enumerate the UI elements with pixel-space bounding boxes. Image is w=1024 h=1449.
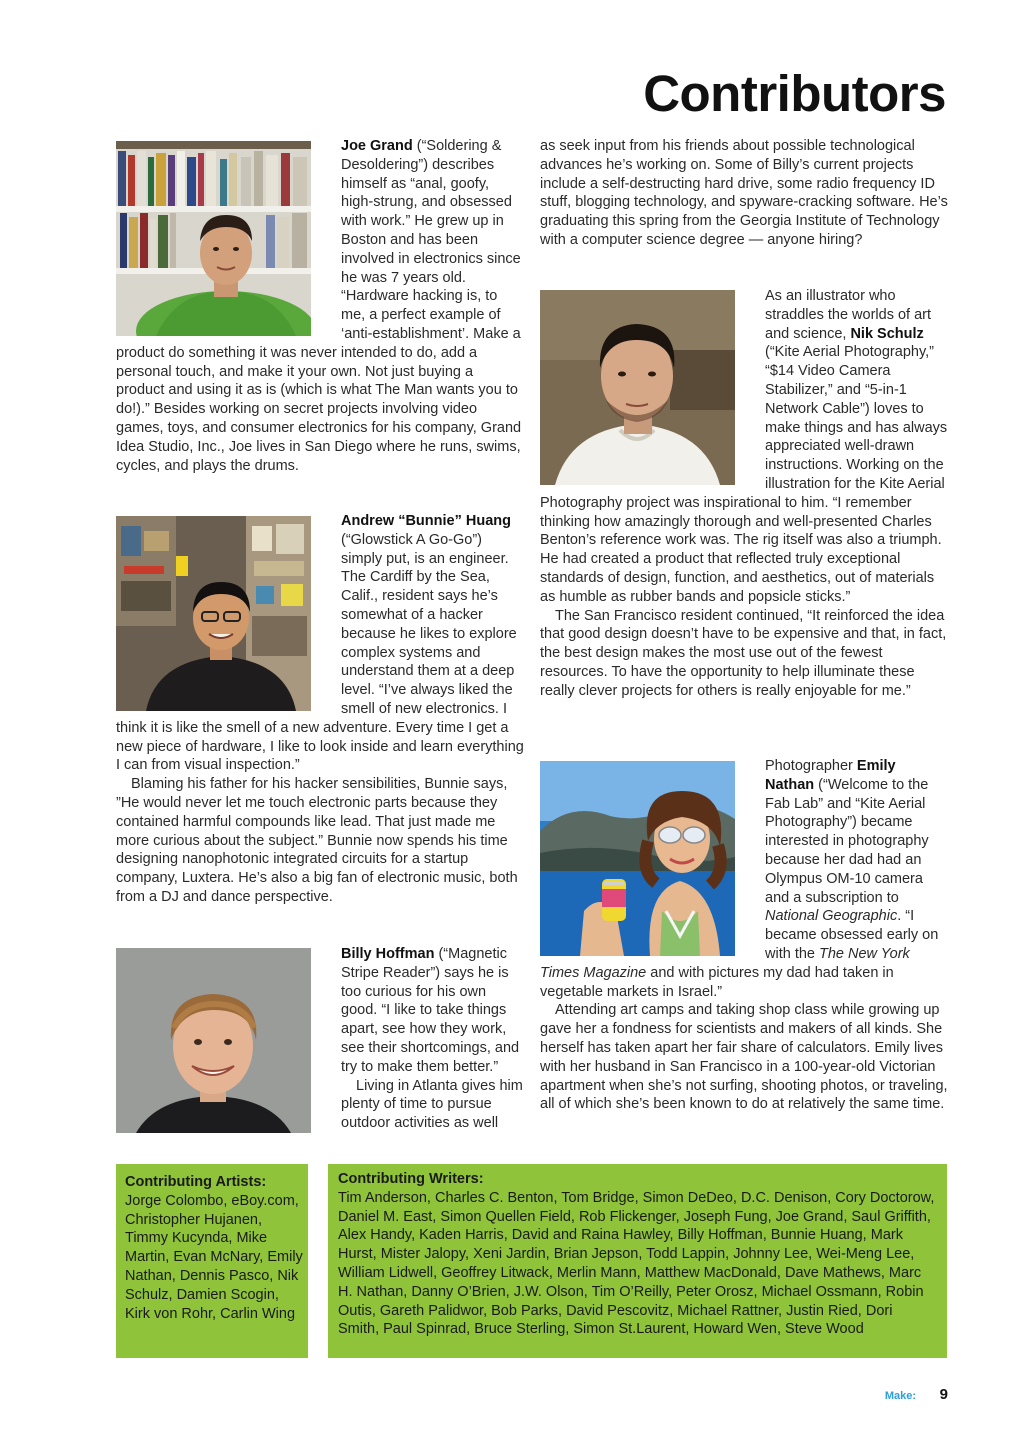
- page-title: Contributors: [643, 65, 946, 122]
- page-number: 9: [939, 1386, 948, 1403]
- nik-schulz-bio-paragraph-2: The San Francisco resident continued, “It reinforced the idea that good design doesn’t have to be expensive and that, in fact, the best design makes the most use out of the fewest resources. To have the opportunity to help illuminate these really clever projects for others is really enjoyable for me.”: [540, 607, 947, 699]
- emily-nathan-photo: [540, 761, 735, 956]
- billy-hoffman-name: Billy Hoffman: [341, 946, 435, 962]
- bio-nik-schulz: [540, 287, 948, 701]
- billy-hoffman-bio-text: (“Magnetic Stripe Reader”) says he is too curious for his own good. “I like to take things apart, see how they work, see their shortcomings, and try to make them better.”: [341, 946, 520, 1075]
- bunnie-huang-photo: [116, 516, 311, 711]
- joe-grand-photo: [116, 141, 311, 336]
- emily-nathan-bio-title-1: National Geographic: [765, 908, 898, 925]
- emily-nathan-bio-lead: Photographer: [765, 758, 857, 774]
- contributing-writers-heading: Contributing Writers:: [338, 1171, 484, 1187]
- contributing-artists-box: [116, 1164, 308, 1358]
- contributing-artists-heading: Contributing Artists:: [125, 1174, 267, 1190]
- make-brand-logo: Make:: [884, 1390, 916, 1402]
- bunnie-huang-bio-text: (“Glowstick A Go-Go”) simply put, is an engineer. The Cardiff by the Sea, Calif., resident says he’s somewhat of a hacker because he likes to explore complex systems and understand them at a deep level. “I’ve always liked the smell of new electronics. I think it is like the smell of a new adventure. Every time I get a new piece of hardware, I like to look inside and learn everything I can from visual inspection.”: [116, 531, 524, 774]
- bio-emily-nathan: [540, 757, 948, 1114]
- bio-billy-hoffman-continued: [540, 137, 948, 250]
- bunnie-huang-bio-paragraph-2: Blaming his father for his hacker sensibilities, Bunnie says, ”He would never let me touch electronic parts because they contained harmful compounds like lead. That just made me more curious about the subject.” Bunnie now spends his time designing nanophotonic integrated circuits for a startup company, Luxtera. He’s also a big fan of electronic music, both from a DJ and dance perspective.: [116, 776, 518, 905]
- contributing-writers-box: [328, 1164, 947, 1358]
- billy-hoffman-bio-continued: as seek input from his friends about possible technological advances he’s working on. Some of Billy’s current projects include a self-destructing hard drive, some radio frequency ID stuff, blogging technology, and spyware-cracking software. He’s graduating this spring from the Georgia Institute of Technology with a computer science degree — anyone hiring?: [540, 138, 948, 248]
- nik-schulz-bio-lead: As an illustrator who straddles the worlds of art and science,: [765, 288, 932, 342]
- nik-schulz-name: Nik Schulz: [850, 325, 924, 342]
- emily-nathan-bio-title-2: The New York Times Magazine: [540, 945, 910, 981]
- contributing-artists-names: Jorge Colombo, eBoy.com, Christopher Hujanen, Timmy Kucynda, Mike Martin, Evan McNary, Emily Nathan, Dennis Pasco, Nik Schulz, Damien Scogin, Kirk von Rohr, Carlin Wing: [125, 1192, 303, 1322]
- billy-hoffman-photo: [116, 948, 311, 1133]
- joe-grand-bio-text: (“Soldering & Desoldering”) describes himself as “anal, goofy, high-strung, and obsessed with work.” He grew up in Boston and has been involved in electronics since he was 7 years old. “Hardware hacking is, to me, a perfect example of ‘anti-establishment’. Make a product do something it was never intended to do, add a personal touch, and make it your own. Not just buying a product and using it as is (which is what The Man wants you to do!).” Besides working on secret projects involving video games, toys, and consumer electronics for his company, Grand Idea Studio, Inc., Joe lives in San Diego where he runs, swims, cycles, and plays the drums.: [116, 138, 522, 474]
- billy-hoffman-bio-paragraph-2: Living in Atlanta gives him plenty of time to pursue outdoor activities as well: [341, 1077, 523, 1132]
- joe-grand-name: Joe Grand: [341, 138, 413, 154]
- bunnie-huang-name: Andrew “Bunnie” Huang: [341, 513, 511, 529]
- contributing-writers-names: Tim Anderson, Charles C. Benton, Tom Bridge, Simon DeDeo, D.C. Denison, Cory Doctorow, Daniel M. East, Simon Quellen Field, Rob Flickenger, Joseph Fung, Joe Grand, Saul Griffith, Alex Handy, Kaden Harris, David and Raina Hawley, Billy Hoffman, Bunnie Huang, Mark Hurst, Mister Jalopy, Xeni Jardin, Brian Jepson, Todd Lappin, Johnny Lee, Wei-Meng Lee, William Lidwell, Geoffrey Litwack, Merlin Mann, Matthew MacDonald, Dave Mathews, Marc H. Nathan, Danny O’Brien, J.W. Olson, Tim O’Reilly, Peter Orosz, Michael Ossmann, Robin Outis, Gareth Palidwor, Bob Parks, David Pescovitz, Michael Rattner, Justin Ried, Dori Smith, Paul Spinrad, Bruce Sterling, Simon St.Laurent, Howard Wen, Steve Wood: [338, 1189, 935, 1338]
- bio-billy-hoffman: [116, 945, 524, 1135]
- emily-nathan-bio-text-c: and with pictures my dad had taken in vegetable markets in Israel.”: [540, 964, 894, 1000]
- nik-schulz-bio-text: (“Kite Aerial Photography,” “$14 Video Camera Stabilizer,” and “5-in-1 Network Cable”) loves to make things and has always appreciated well-drawn instructions. Working on the illustration for the Kite Aerial Photography project was inspirational to him. “I remember thinking how amazingly thorough and well-presented Charles Benton’s reference work was. The rig itself was also a triumph. He had created a product that reflected truly exceptional standards of design, function, and aesthetics, out of materials as humble as rubber bands and popsicle sticks.”: [540, 344, 948, 605]
- nik-schulz-photo: [540, 290, 735, 485]
- emily-nathan-name: Emily Nathan: [765, 758, 896, 793]
- emily-nathan-bio-paragraph-2: Attending art camps and taking shop class while growing up gave her a fondness for scientists and makers of all kinds. She herself has taken apart her fair share of calculators. Emily lives with her husband in San Francisco in a 100-year-old Victorian apartment when she’s not surfing, shooting photos, or traveling, all of which she’s been known to do at relatively the same time.: [540, 1002, 948, 1113]
- emily-nathan-bio-text-a: (“Welcome to the Fab Lab” and “Kite Aerial Photography”) became interested in photography because her dad had an Olympus OM-10 camera and a subscription to: [765, 776, 929, 906]
- bio-bunnie-huang: [116, 512, 524, 907]
- bio-joe-grand: [116, 137, 524, 475]
- emily-nathan-bio-text-b: . “I became obsessed early on with the: [765, 908, 939, 962]
